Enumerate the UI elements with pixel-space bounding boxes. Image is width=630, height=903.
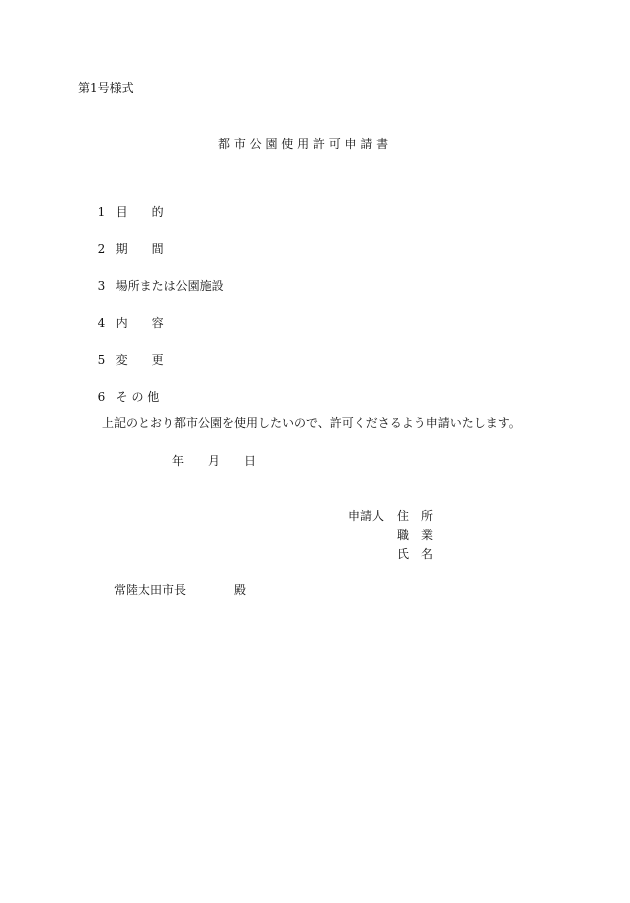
item-location — [90, 268, 224, 292]
name-label: 氏 名 — [397, 547, 434, 561]
item-label: 変 更 — [115, 353, 164, 367]
item-period — [90, 231, 164, 255]
recipient-line: 常陸太田市長 殿 — [114, 583, 247, 597]
item-label: 場所または公園施設 — [115, 279, 224, 293]
item-number: 6 — [97, 390, 106, 404]
form-number: 第1号様式 — [78, 81, 134, 95]
item-number: 5 — [97, 353, 106, 367]
application-statement: 上記のとおり都市公園を使用したいので、許可くださるよう申請いたします。 — [102, 416, 521, 430]
item-content — [90, 305, 164, 329]
applicant-label: 申請人 — [348, 509, 385, 523]
address-label: 住 所 — [397, 509, 434, 523]
item-label: 目 的 — [115, 205, 164, 219]
item-purpose — [90, 194, 164, 218]
document-title: 都 市 公 園 使 用 許 可 申 請 書 — [218, 137, 389, 151]
item-other — [90, 379, 159, 403]
item-number: 4 — [97, 316, 106, 330]
item-label: 期 間 — [115, 242, 164, 256]
item-number: 3 — [97, 279, 106, 293]
occupation-label: 職 業 — [397, 528, 434, 542]
item-label: 内 容 — [115, 316, 164, 330]
item-number: 2 — [97, 242, 106, 256]
item-change — [90, 342, 164, 366]
item-label: そ の 他 — [115, 390, 160, 404]
item-number: 1 — [97, 205, 106, 219]
date-line: 年 月 日 — [172, 454, 257, 468]
